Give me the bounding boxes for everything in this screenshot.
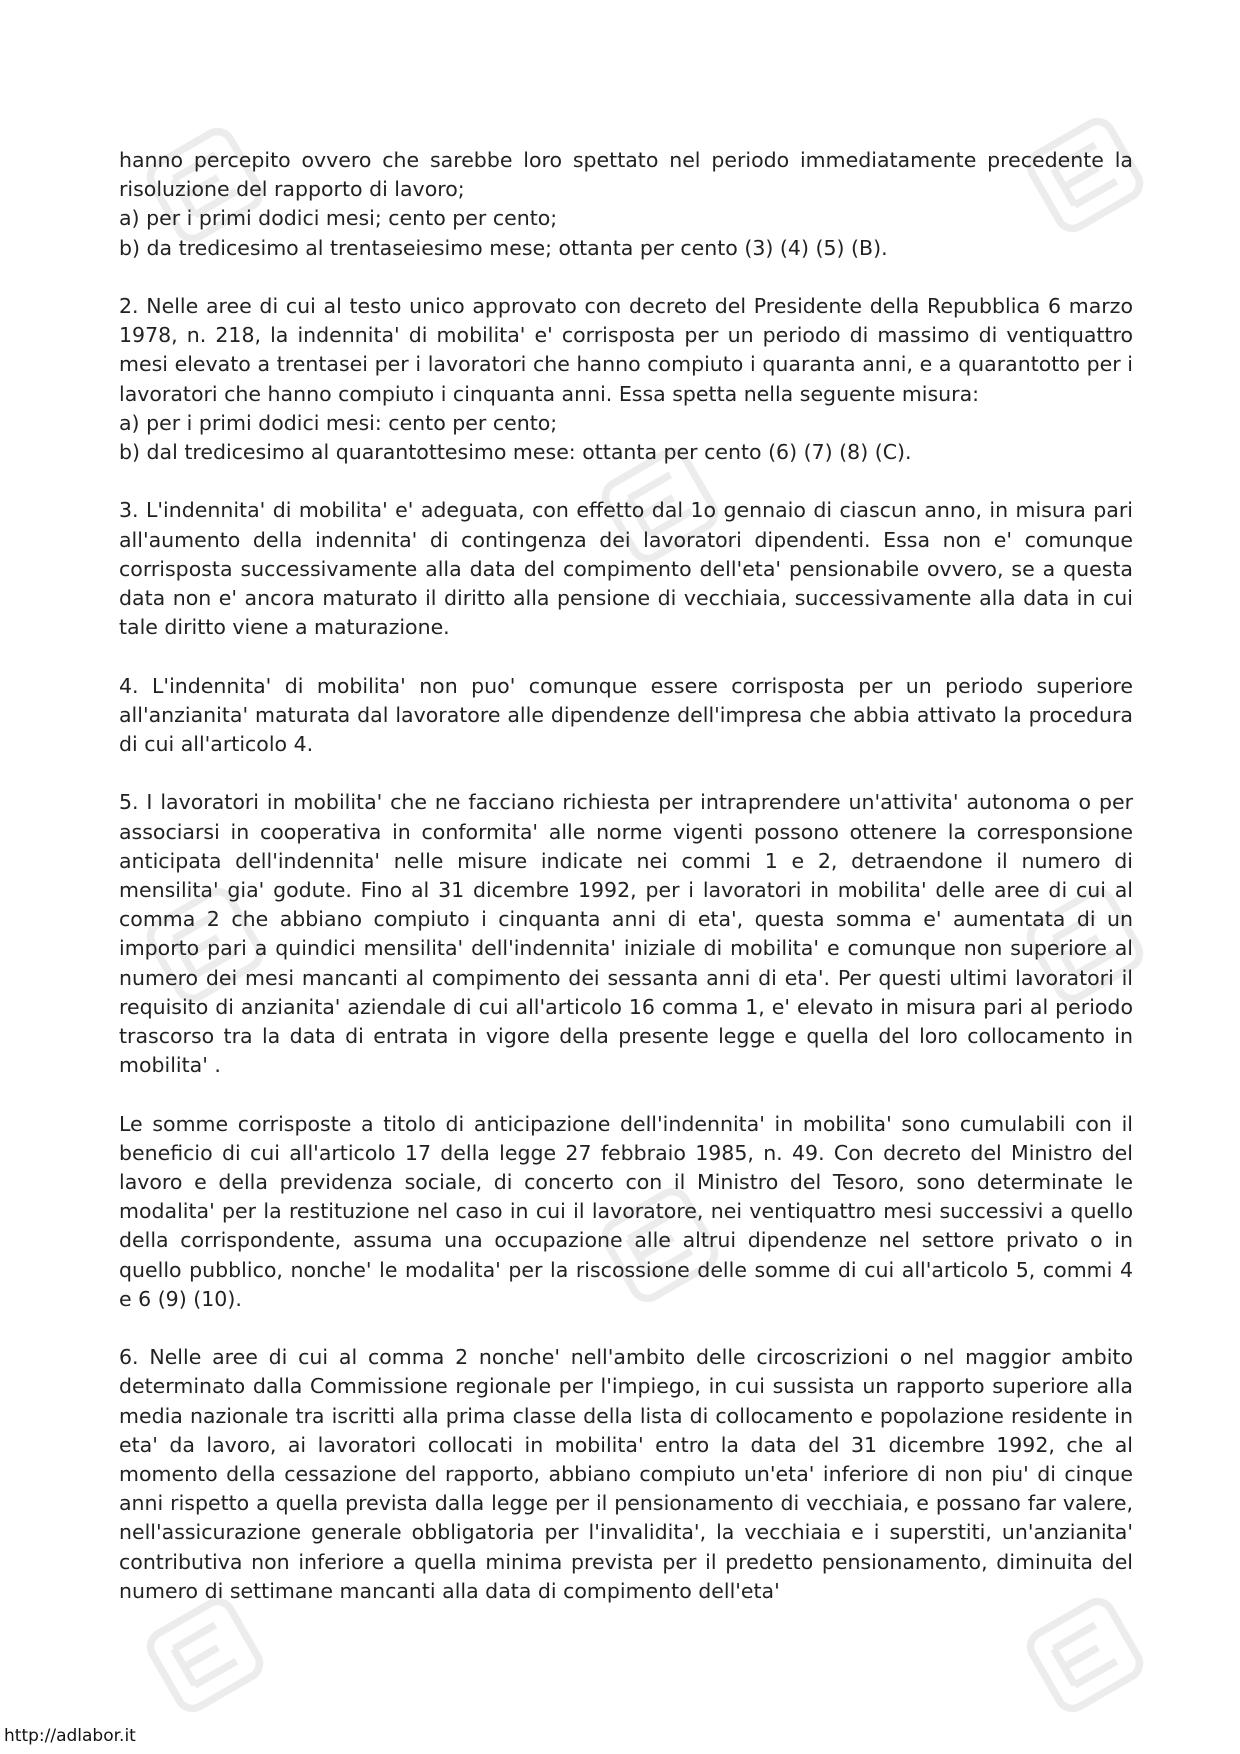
paragraph-comma-6: 6. Nelle aree di cui al comma 2 nonche' nell'ambito delle circoscrizioni o nel maggior ambito determinato dalla Commissione regionale per l'impiego, in cui sussista un rapporto superiore alla media nazionale tra iscritti alla prima classe della lista di collocamento e popolazione residente in eta' da lavoro, ai lavoratori collocati in mobilita' entro la data del 31 dicembre 1992, che al momento della cessazione del rapporto, abbiano compiuto un'eta' inferiore di non piu' di cinque anni rispetto a quella prevista dalla legge per il pensionamento di vecchiaia, e possano far valere, nell'assicurazione generale obbligatoria per l'invalidita', la vecchiaia e i superstiti, un'anzianita' contributiva non inferiore a quella minima prevista per il predetto pensionamento, diminuita del numero di settimane mancanti alla data di compimento dell'eta' [119,1345,1133,1603]
paragraph-anticipazione: Le somme corrisposte a titolo di anticipazione dell'indennita' in mobilita' sono cumulabili con il beneficio di cui all'articolo 17 della legge 27 febbraio 1985, n. 49. Con decreto del Ministro del lavoro e della previdenza sociale, di concerto con il Ministro del Tesoro, sono determinate le modalita' per la restituzione nel caso in cui il lavoratore, nei ventiquattro mesi successivi a quello della corrispondente, assuma una occupazione alle altrui dipendenze nel settore privato o in quello pubblico, nonche' le modalita' per la riscossione delle somme di cui all'articolo 5, commi 4 e 6 (9) (10). [119,1111,1133,1311]
paragraph-comma-5: 5. I lavoratori in mobilita' che ne facciano richiesta per intraprendere un'attivita' autonoma o per associarsi in cooperativa in conformita' alle norme vigenti possono ottenere la corresponsione anticipata dell'indennita' nelle misure indicate nei commi 1 e 2, detraendone il numero di mensilita' gia' godute. Fino al 31 dicembre 1992, per i lavoratori in mobilita' delle aree di cui al comma 2 che abbiano compiuto i cinquanta anni di eta', questa somma e' aumentata di un importo pari a quindici mensilita' dell'indennita' iniziale di mobilita' e comunque non superiore al numero dei mesi mancanti al compimento dei sessanta anni di eta'. Per questi ultimi lavoratori il requisito di anzianita' aziendale di cui all'articolo 16 comma 1, e' elevato in misura pari al periodo trascorso tra la data di entrata in vigore della presente legge e quella del loro collocamento in mobilita' . [119,790,1133,1078]
footer-url[interactable]: http://adlabor.it [4,1726,136,1746]
paragraph-comma-2: 2. Nelle aree di cui al testo unico approvato con decreto del Presidente della Repubblica 6 marzo 1978, n. 218, la indennita' di mobilita' e' corrisposta per un periodo di massimo di ventiquattro mesi elevato a trentasei per i lavoratori che hanno compiuto i quaranta anni, e a quarantotto per i lavoratori che hanno compiuto i cinquanta anni. Essa spetta nella seguente misura: a) per i primi dodici mesi: cento per cento; b) dal tredicesimo al quarantottesimo mese: ottanta per cento (6) (7) (8) (C). [119,294,1133,465]
document-body [119,146,1133,1606]
paragraph-comma-3: 3. L'indennita' di mobilita' e' adeguata, con effetto dal 1o gennaio di ciascun anno, in misura pari all'aumento della indennita' di contingenza dei lavoratori dipendenti. Essa non e' comunque corrisposta successivamente alla data del compimento dell'eta' pensionabile ovvero, se a questa data non e' ancora maturato il diritto alla pensione di vecchiaia, successivamente alla data in cui tale diritto viene a maturazione. [119,498,1133,640]
paragraph-continuation: hanno percepito ovvero che sarebbe loro spettato nel periodo immediatamente precedente la risoluzione del rapporto di lavoro; a) per i primi dodici mesi; cento per cento; b) da tredicesimo al trentaseiesimo mese; ottanta per cento (3) (4) (5) (B). [119,148,1133,260]
paragraph-comma-4: 4. L'indennita' di mobilita' non puo' comunque essere corrisposta per un periodo superiore all'anzianita' maturata dal lavoratore alle dipendenze dell'impresa che abbia attivato la procedura di cui all'articolo 4. [119,673,1133,757]
